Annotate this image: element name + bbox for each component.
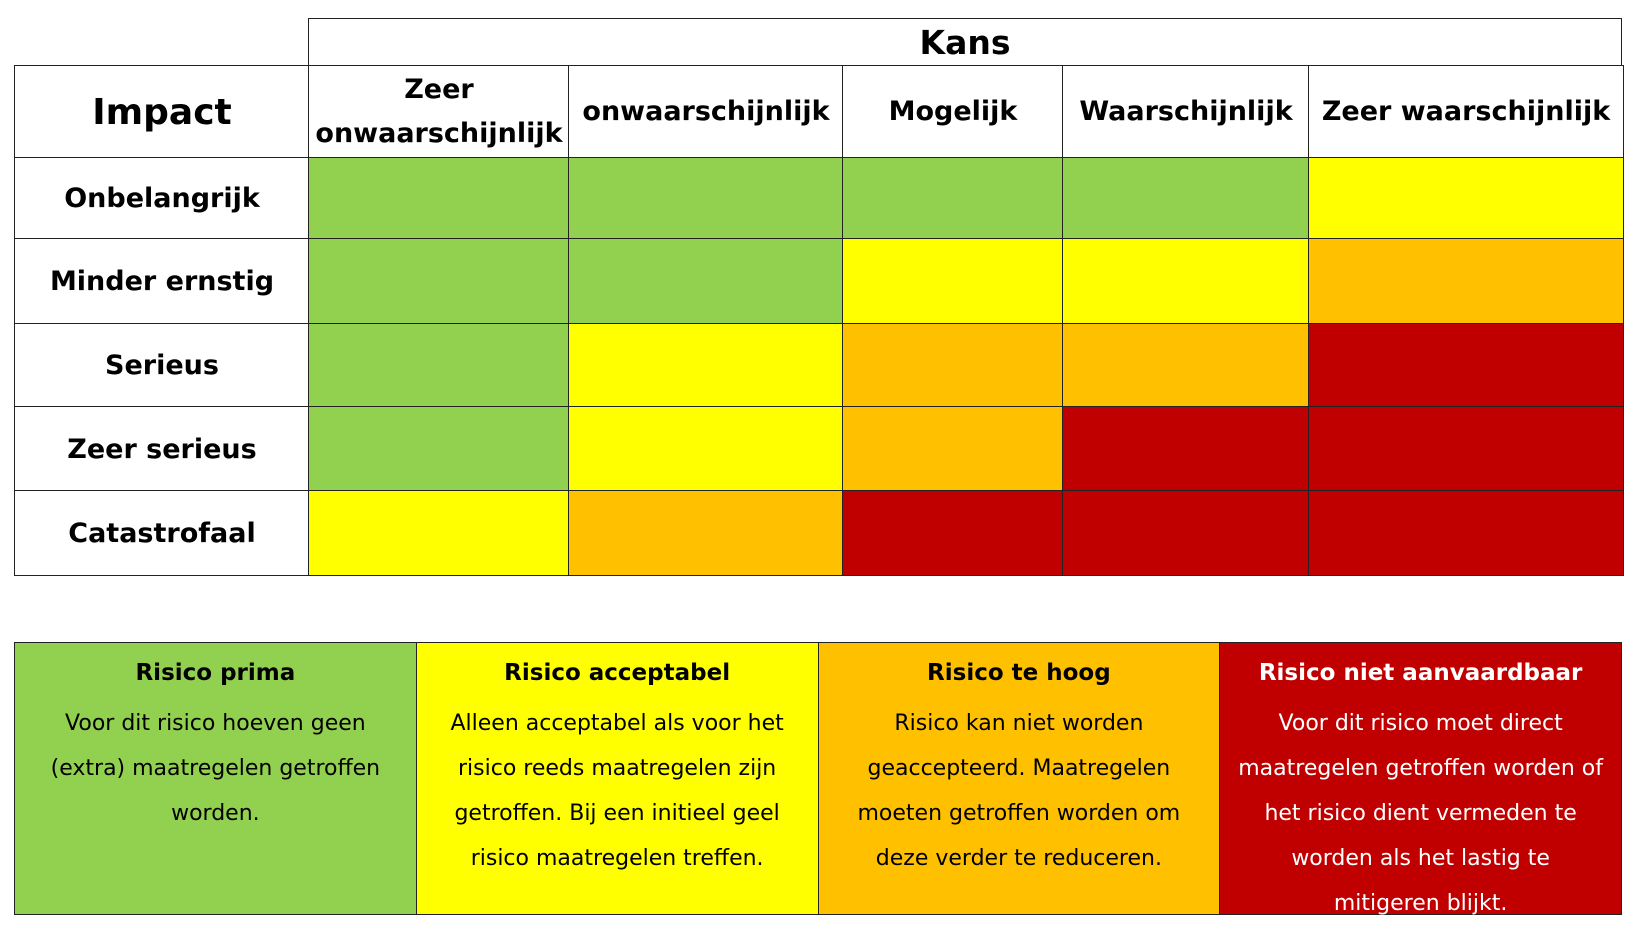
column-header-5: Zeer waarschijnlijk [1308,65,1624,159]
column-header-1: Zeer onwaarschijnlijk [308,65,570,159]
risk-cell-orange [842,323,1064,408]
risk-cell-red [1062,406,1310,492]
legend-box-orange [819,643,1221,914]
row-header-2: Minder ernstig [14,238,310,325]
risk-cell-red [1308,490,1624,576]
row-header-1: Onbelangrijk [14,157,310,240]
risk-cell-orange [568,490,844,576]
risk-cell-green [308,406,570,492]
column-header-2: onwaarschijnlijk [568,65,844,159]
risk-cell-yellow [308,490,570,576]
risk-cell-yellow [842,238,1064,325]
risk-matrix [14,18,1622,596]
risk-cell-green [308,238,570,325]
row-header-3: Serieus [14,323,310,408]
risk-cell-red [1308,406,1624,492]
risk-cell-yellow [1062,238,1310,325]
column-header-3: Mogelijk [842,65,1064,159]
risk-cell-red [1062,490,1310,576]
risk-cell-red [1308,323,1624,408]
row-header-5: Catastrofaal [14,490,310,576]
risk-cell-green [568,157,844,240]
kans-header: Kans [308,18,1622,67]
impact-header: Impact [14,65,310,159]
risk-cell-green [842,157,1064,240]
risk-cell-green [308,157,570,240]
legend-description: Voor dit risico hoeven geen (extra) maatregelen getroffen worden. [50,711,381,826]
row-header-4: Zeer serieus [14,406,310,492]
risk-cell-orange [842,406,1064,492]
risk-cell-orange [1062,323,1310,408]
risk-cell-yellow [568,406,844,492]
risk-cell-yellow [1308,157,1624,240]
legend-title: Risico niet aanvaardbaar [1258,660,1583,686]
risk-cell-yellow [568,323,844,408]
risk-cell-orange [1308,238,1624,325]
legend-title: Risico prima [135,660,296,686]
legend-box-yellow [417,643,819,914]
risk-cell-green [568,238,844,325]
legend-box-green [15,643,417,914]
legend-box-red [1220,643,1621,914]
risk-cell-red [842,490,1064,576]
legend-description: Voor dit risico moet direct maatregelen getroffen worden of het risico dient vermeden te worden als het lastig te mitigeren blijkt. [1238,711,1603,916]
risk-cell-green [308,323,570,408]
legend-title: Risico acceptabel [504,660,731,686]
legend-description: Alleen acceptabel als voor het risico reeds maatregelen zijn getroffen. Bij een initieel geel risico maatregelen treffen. [450,711,784,871]
risk-legend [14,642,1622,915]
column-header-4: Waarschijnlijk [1062,65,1310,159]
legend-title: Risico te hoog [927,660,1111,686]
legend-description: Risico kan niet worden geaccepteerd. Maatregelen moeten getroffen worden om deze verder te reduceren. [857,711,1181,871]
risk-cell-green [1062,157,1310,240]
